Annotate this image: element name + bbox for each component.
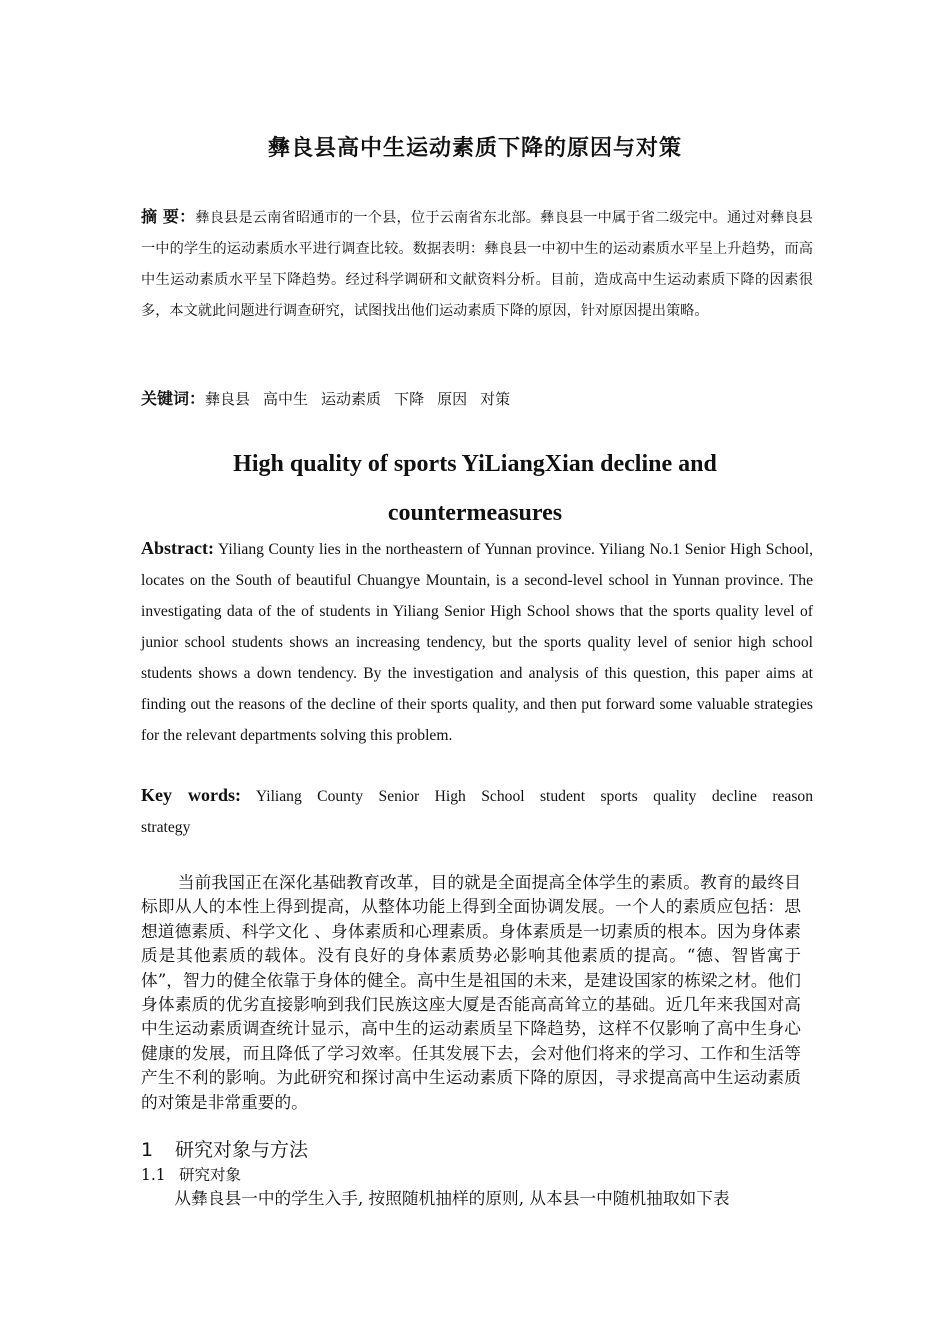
english-keyword: reason: [772, 788, 814, 805]
chinese-abstract-text: 彝良县是云南省昭通市的一个县，位于云南省东北部。彝良县一中属于省二级完中。通过对彝良县一中的学生的运动素质水平进行调查比较。数据表明：彝良县一中初中生的运动素质水平呈上升趋势，而高中生运动素质水平呈下降趋势。经过科学调研和文献资料分析。目前，造成高中生运动素质下降的因素很多，本文就此问题进行调查研究，试图找出他们运动素质下降的原因，针对原因提出策略。: [141, 210, 813, 319]
chinese-title: 彝良县高中生运动素质下降的原因与对策: [267, 136, 682, 161]
chinese-keywords: [141, 383, 813, 415]
english-keyword: Yiliang County: [255, 788, 364, 805]
subsection-number: 1.1: [141, 1166, 166, 1184]
english-abstract: [141, 533, 813, 751]
chinese-keyword: 对策: [480, 390, 511, 408]
subsection-paragraph: 从彝良县一中的学生入手, 按照随机抽样的原则, 从本县一中随机抽取如下表: [174, 1188, 730, 1208]
chinese-keyword: 彝良县: [205, 390, 251, 408]
chinese-keyword: 下降: [394, 390, 425, 408]
chinese-keyword: 原因: [437, 390, 468, 408]
chinese-keyword: 高中生: [263, 390, 309, 408]
intro-paragraph: 当前我国正在深化基础教育改革，目的就是全面提高全体学生的素质。教育的最终目标即从人的本性上得到提高，从整体功能上得到全面协调发展。一个人的素质应包括：思想道德素质、科学文化 、身体素质和心理素质。身体素质是一切素质的根本。因为身体素质是其他素质的载体。没有良好的身体素质势必影响其他素质的提高。“德、智皆寓于体”，智力的健全依靠于身体的健全。高中生是祖国的未来，是建设国家的栋梁之材。他们身体素质的优劣直接影响到我们民族这座大厦是否能高高耸立的基础。近几年来我国对高中生运动素质调查统计显示，高中生的运动素质呈下降趋势，这样不仅影响了高中生身心健康的发展，而且降低了学习效率。任其发展下去，会对他们将来的学习、工作和生活等产生不利的影响。为此研究和探讨高中生运动素质下降的原因，寻求提高高中生运动素质的对策是非常重要的。: [141, 872, 801, 1112]
english-keywords-line: [141, 780, 813, 812]
english-title-line2: countermeasures: [387, 500, 563, 526]
subsection-heading: [141, 1164, 813, 1186]
chinese-keywords-label: 关键词：: [141, 389, 206, 408]
english-title-line1: High quality of sports YiLiangXian decline and: [233, 451, 717, 477]
english-keywords-label: Key words:: [141, 785, 242, 805]
english-keywords: [141, 780, 813, 843]
chinese-keyword: 运动素质: [321, 390, 382, 408]
section-title: 研究对象与方法: [175, 1139, 309, 1161]
english-abstract-text: Yiliang County lies in the northeastern of Yunnan province. Yiliang No.1 Senior High School, locates on the South of beautiful Chuangye Mountain, is a second-level school in Yunnan province. The investigating data of the of students in Yiliang Senior High School shows that the sports quality level of junior school students shows an increasing tendency, but the sports quality level of senior high school students shows a down tendency. By the investigation and analysis of this question, this paper aims at finding out the reasons of the decline of their sports quality, and then put forward some valuable strategies for the relevant departments solving this problem.: [141, 541, 813, 744]
section-heading: [141, 1137, 813, 1163]
subsection-title: 研究对象: [179, 1166, 242, 1184]
chinese-abstract-label: 摘 要：: [141, 207, 196, 226]
chinese-abstract: [141, 201, 813, 327]
english-abstract-label: Abstract:: [141, 538, 214, 558]
english-keyword: decline: [711, 788, 757, 805]
english-keyword: strategy: [141, 819, 191, 836]
english-keyword: sports quality: [600, 788, 697, 805]
section-number: 1: [141, 1139, 154, 1161]
english-keyword: Senior High School student: [378, 788, 586, 805]
english-title: [0, 440, 950, 538]
